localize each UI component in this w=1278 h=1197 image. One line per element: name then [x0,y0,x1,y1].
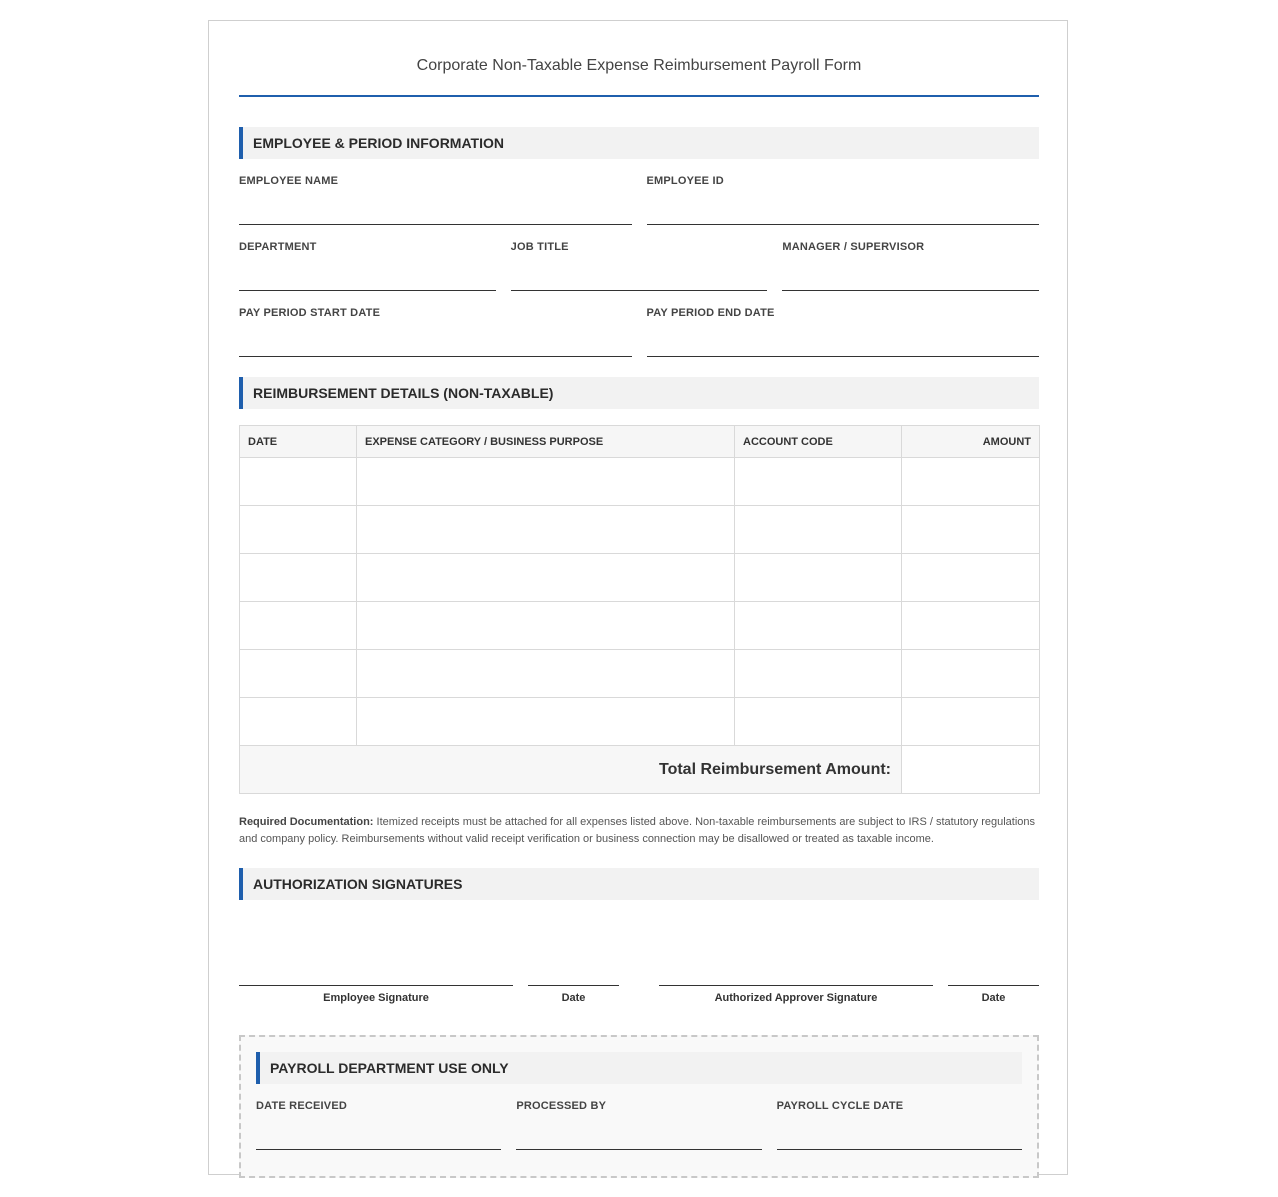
total-row [240,746,1040,794]
section-header-payroll: PAYROLL DEPARTMENT USE ONLY [256,1052,1022,1084]
date-cell[interactable] [240,650,357,698]
section-header-employee: EMPLOYEE & PERIOD INFORMATION [239,127,1039,159]
table-row [240,554,1040,602]
cycle-date-label: PAYROLL CYCLE DATE [776,1100,904,1112]
period-start-label: PAY PERIOD START DATE [239,307,381,319]
account-code-cell[interactable] [735,506,902,554]
date-cell[interactable] [240,554,357,602]
account-code-cell[interactable] [735,698,902,746]
manager-input[interactable] [782,265,1039,291]
amount-cell[interactable] [902,506,1040,554]
column-header-category: EXPENSE CATEGORY / BUSINESS PURPOSE [357,426,735,458]
table-row [240,698,1040,746]
period-end-field [647,307,1040,357]
expense-table-header [240,426,1040,458]
date-cell[interactable] [240,458,357,506]
form-page [208,20,1068,1175]
signature-row [239,985,1039,1015]
category-cell[interactable] [357,458,735,506]
payroll-section [239,1035,1039,1178]
amount-cell[interactable] [902,458,1040,506]
payroll-row [256,1100,1022,1150]
approver-signature-block [659,985,933,1004]
period-end-label: PAY PERIOD END DATE [646,307,775,319]
employee-signature-label: Employee Signature [323,992,429,1004]
documentation-label: Required Documentation: [239,816,374,828]
manager-field [782,241,1039,291]
approver-date-line[interactable] [948,985,1039,986]
form-content [239,21,1039,1178]
amount-cell[interactable] [902,650,1040,698]
section-header-reimbursement: REIMBURSEMENT DETAILS (NON-TAXABLE) [239,377,1039,409]
form-title: Corporate Non-Taxable Expense Reimbursement Payroll Form [239,57,1039,97]
employee-id-input[interactable] [647,199,1040,225]
employee-name-field [239,175,632,225]
employee-id-field [647,175,1040,225]
account-code-cell[interactable] [735,554,902,602]
table-row [240,650,1040,698]
total-label: Total Reimbursement Amount: [240,746,902,794]
employee-name-input[interactable] [239,199,632,225]
account-code-cell[interactable] [735,650,902,698]
amount-cell[interactable] [902,602,1040,650]
category-cell[interactable] [357,554,735,602]
table-row [240,458,1040,506]
date-cell[interactable] [240,698,357,746]
column-header-amount: AMOUNT [902,426,1040,458]
employee-date-label: Date [561,992,586,1004]
category-cell[interactable] [357,698,735,746]
approver-date-label: Date [981,992,1006,1004]
total-amount-cell[interactable] [902,746,1040,794]
date-received-field [256,1100,501,1150]
date-received-input[interactable] [256,1124,501,1150]
employee-signature-line[interactable] [239,985,513,986]
section-header-signatures: AUTHORIZATION SIGNATURES [239,868,1039,900]
cycle-date-input[interactable] [777,1124,1022,1150]
column-header-date: DATE [240,426,357,458]
account-code-cell[interactable] [735,602,902,650]
job-title-label: JOB TITLE [510,241,569,253]
column-header-account-code: ACCOUNT CODE [735,426,902,458]
account-code-cell[interactable] [735,458,902,506]
table-row [240,506,1040,554]
employee-row-2 [239,241,1039,291]
date-cell[interactable] [240,506,357,554]
processed-by-input[interactable] [516,1124,761,1150]
cycle-date-field [777,1100,1022,1150]
category-cell[interactable] [357,506,735,554]
period-start-input[interactable] [239,331,632,357]
department-input[interactable] [239,265,496,291]
category-cell[interactable] [357,650,735,698]
date-received-label: DATE RECEIVED [256,1100,348,1112]
employee-row-3 [239,307,1039,357]
department-field [239,241,496,291]
date-cell[interactable] [240,602,357,650]
processed-by-label: PROCESSED BY [516,1100,607,1112]
employee-date-line[interactable] [528,985,619,986]
employee-id-label: EMPLOYEE ID [646,175,724,187]
employee-row-1 [239,175,1039,225]
job-title-field [511,241,768,291]
job-title-input[interactable] [511,265,768,291]
expense-table [239,425,1040,794]
employee-date-block [528,985,619,1004]
period-end-input[interactable] [647,331,1040,357]
approver-date-block [948,985,1039,1004]
table-row [240,602,1040,650]
department-label: DEPARTMENT [239,241,317,253]
employee-name-label: EMPLOYEE NAME [239,175,339,187]
documentation-note [239,814,1039,848]
period-start-field [239,307,632,357]
approver-signature-line[interactable] [659,985,933,986]
processed-by-field [516,1100,761,1150]
employee-signature-block [239,985,513,1004]
amount-cell[interactable] [902,554,1040,602]
category-cell[interactable] [357,602,735,650]
amount-cell[interactable] [902,698,1040,746]
approver-signature-label: Authorized Approver Signature [714,992,878,1004]
documentation-text: Itemized receipts must be attached for all expenses listed above. Non-taxable reimbursements are subject to IRS / statutory regulations and company policy. Reimbursements without valid receipt verification or business connection may be disallowed or treated as taxable income. [239,816,1036,845]
manager-label: MANAGER / SUPERVISOR [782,241,925,253]
